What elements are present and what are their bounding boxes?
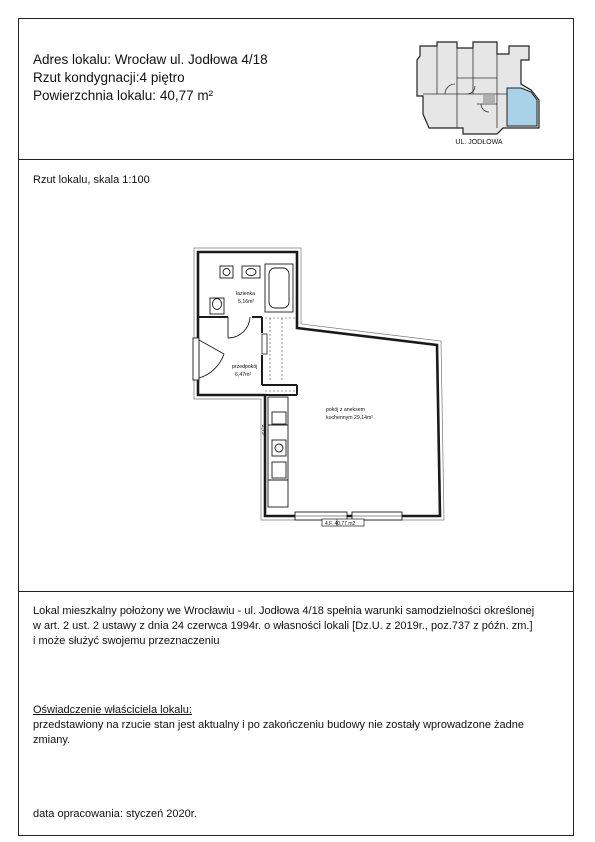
statement-line-2: w art. 2 ust. 2 ustawy z dnia 24 czerwca 1994r. o własności lokali [Dz.U. z 2019r., poz.737 z późn. zm.] (33, 620, 533, 632)
owner-statement (33, 703, 563, 748)
keyplan-street-label: UL. JODŁOWA (455, 139, 503, 146)
living-label-2: kuchennym 29,14m² (326, 415, 373, 421)
outer-wall (198, 252, 440, 516)
floor-line: Rzut kondygnacji:4 piętro (33, 70, 185, 85)
owner-line-1: przedstawiony na rzucie stan jest aktualny i po zakończeniu budowy nie zostały wprowadzone żadne (33, 719, 525, 731)
plan-caption: Rzut lokalu, skala 1:100 (33, 174, 150, 186)
owner-line-2: zmiany. (33, 734, 71, 746)
statement (33, 604, 563, 649)
statement-line-1: Lokal mieszkalny położony we Wrocławiu - ul. Jodłowa 4/18 spełnia warunki samodzielności określonej (33, 605, 535, 617)
hall-area: 6,47m² (235, 372, 252, 378)
hall-label: przedpokój (232, 364, 258, 370)
owner-heading: Oświadczenie właściciela lokalu: (33, 704, 192, 716)
unit-tag: 4.F. 40,77 m2 (325, 521, 356, 527)
kitchen-sink (272, 412, 286, 424)
area-line: Powierzchnia lokalu: 40,77 m² (33, 88, 214, 103)
statement-line-3: i może służyć swojemu przeznaczeniu (33, 635, 220, 647)
toilet (210, 298, 224, 314)
date-line: data opracowania: styczeń 2020r. (33, 808, 197, 820)
living-label: pokój z aneksem (326, 407, 365, 413)
address-line: Adres lokalu: Wrocław ul. Jodłowa 4/18 (33, 52, 268, 67)
bathroom-area: 5,16m² (238, 299, 255, 305)
height-mark: 2,79 (260, 425, 266, 435)
washbasin (242, 266, 260, 278)
bathroom-label: łazienka (236, 291, 256, 297)
washing-machine (220, 266, 233, 278)
